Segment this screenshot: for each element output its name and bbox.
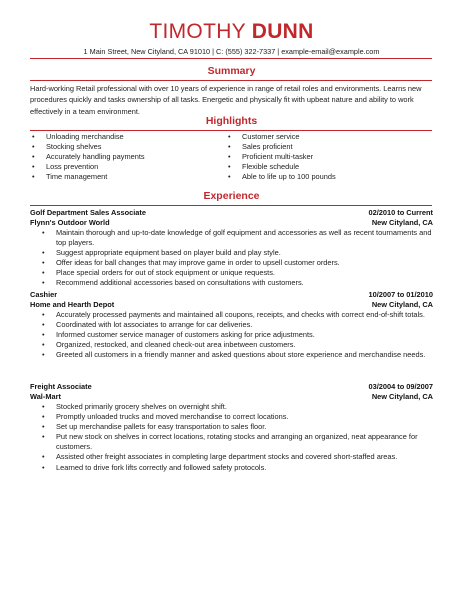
job-company-row bbox=[30, 392, 433, 402]
job-dates: 02/2010 to Current bbox=[368, 208, 433, 217]
highlight-item: • Flexible schedule bbox=[226, 162, 336, 172]
job-bullet: • Place special orders for out of stock equipment or unique requests. bbox=[30, 268, 433, 278]
contact-line: 1 Main Street, New Cityland, CA 91010 | C: (555) 322-7337 | example-email@example.com bbox=[83, 47, 380, 56]
summary-heading: Summary bbox=[207, 65, 256, 77]
job-bullet: • Put new stock on shelves in correct locations, rotating stocks and arranging an organized, neat appearance for customers. bbox=[30, 432, 433, 452]
highlights-right-list bbox=[226, 132, 336, 182]
job-company: Wal-Mart bbox=[30, 392, 61, 401]
job-title: Cashier bbox=[30, 290, 58, 299]
job-bullet: • Suggest appropriate equipment based on player build and play style. bbox=[30, 248, 433, 258]
job-company: Flynn's Outdoor World bbox=[30, 218, 110, 227]
highlight-item: • Sales proficient bbox=[226, 142, 336, 152]
summary-text: Hard-working Retail professional with over 10 years of experience in range of retail roles and environments. Learns new procedures quickly and tasks ownership of all tasks. Energetic and physically fit with upbeat nature and ability to work effectively in a team environment. bbox=[30, 84, 422, 116]
experience-divider bbox=[30, 205, 432, 206]
job-company-row bbox=[30, 218, 433, 228]
first-name: TIMOTHY bbox=[149, 20, 246, 43]
experience-heading: Experience bbox=[203, 190, 260, 202]
highlights-divider bbox=[30, 130, 432, 131]
job-bullet: • Informed customer service manager of customers asking for price adjustments. bbox=[30, 330, 433, 340]
job-bullet: • Stocked primarily grocery shelves on overnight shift. bbox=[30, 402, 433, 412]
job-location: New Cityland, CA bbox=[371, 218, 433, 227]
highlight-item: • Accurately handling payments bbox=[30, 152, 145, 162]
job-bullets bbox=[30, 402, 433, 473]
highlight-item: • Customer service bbox=[226, 132, 336, 142]
job-company: Home and Hearth Depot bbox=[30, 300, 115, 309]
job-title: Golf Department Sales Associate bbox=[30, 208, 146, 217]
last-name: DUNN bbox=[251, 20, 314, 43]
candidate-name bbox=[0, 20, 463, 44]
highlights-heading: Highlights bbox=[205, 115, 258, 127]
job-title-row bbox=[30, 382, 433, 392]
header-divider bbox=[30, 58, 432, 59]
job-bullet: • Set up merchandise pallets for easy transportation to sales floor. bbox=[30, 422, 433, 432]
job-bullets bbox=[30, 310, 433, 360]
highlight-item: • Stocking shelves bbox=[30, 142, 145, 152]
job-company-row bbox=[30, 300, 433, 310]
job-bullet: • Promptly unloaded trucks and moved merchandise to correct locations. bbox=[30, 412, 433, 422]
summary-divider bbox=[30, 80, 432, 81]
job-dates: 10/2007 to 01/2010 bbox=[368, 290, 433, 299]
job-bullet: • Recommend additional accessories based on consultations with customers. bbox=[30, 278, 433, 288]
highlights-left-list bbox=[30, 132, 145, 182]
highlight-item: • Proficient multi-tasker bbox=[226, 152, 336, 162]
job-bullet: • Assisted other freight associates in completing large department stocks and covered short-staffed areas. bbox=[30, 452, 433, 462]
job-bullet: • Maintain thorough and up-to-date knowledge of golf equipment and accessories as well as recent tournaments and top players. bbox=[30, 228, 433, 248]
job-bullet: • Coordinated with lot associates to arrange for car deliveries. bbox=[30, 320, 433, 330]
highlight-item: • Time management bbox=[30, 172, 145, 182]
job-bullet: • Accurately processed payments and maintained all coupons, receipts, and checks with correct end-of-shift totals. bbox=[30, 310, 433, 320]
job-location: New Cityland, CA bbox=[371, 300, 433, 309]
job-title-row bbox=[30, 208, 433, 218]
highlight-item: • Loss prevention bbox=[30, 162, 145, 172]
job-bullet: • Organized, restocked, and cleaned check-out area inbetween customers. bbox=[30, 340, 433, 350]
job-bullet: • Greeted all customers in a friendly manner and asked questions about store experience and merchandise needs. bbox=[30, 350, 433, 360]
job-dates: 03/2004 to 09/2007 bbox=[368, 382, 433, 391]
job-location: New Cityland, CA bbox=[371, 392, 433, 401]
highlight-item: • Able to life up to 100 pounds bbox=[226, 172, 336, 182]
highlight-item: • Unloading merchandise bbox=[30, 132, 145, 142]
job-title-row bbox=[30, 290, 433, 300]
job-bullet: • Offer ideas for ball changes that may improve game in order to upsell customer orders. bbox=[30, 258, 433, 268]
job-bullets bbox=[30, 228, 433, 289]
job-title: Freight Associate bbox=[30, 382, 92, 391]
job-bullet: • Learned to drive fork lifts correctly and followed safety protocols. bbox=[30, 463, 433, 473]
